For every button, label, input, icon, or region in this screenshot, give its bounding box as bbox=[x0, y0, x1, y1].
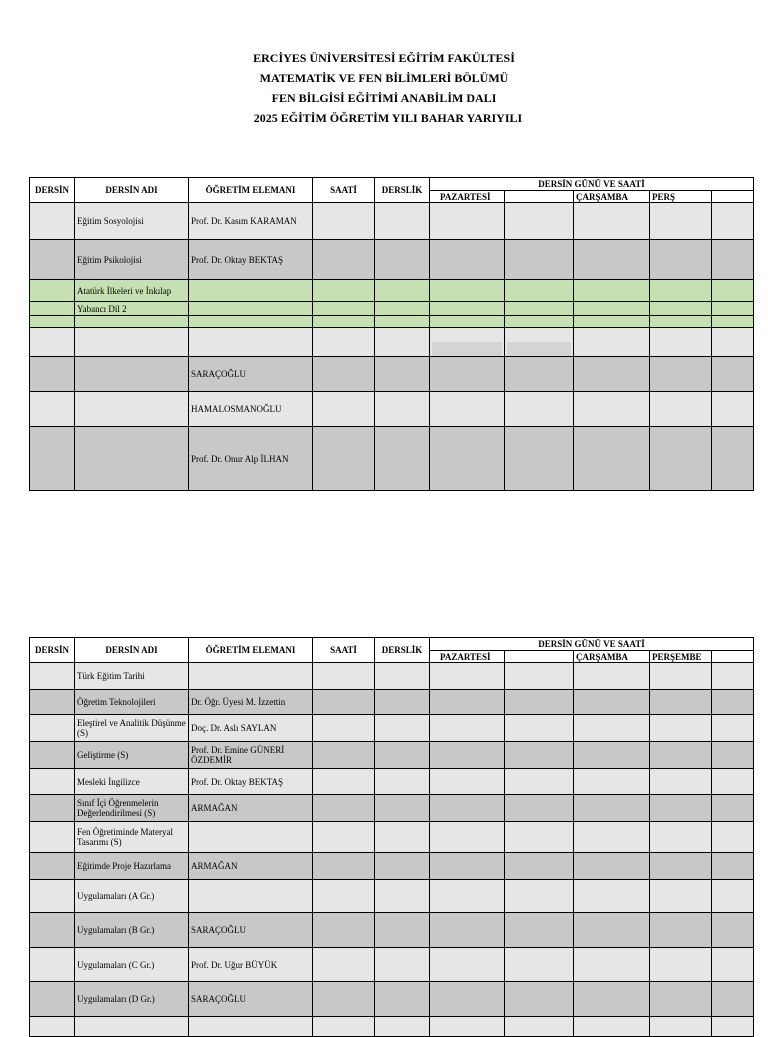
header-derslik: DERSLİK bbox=[375, 638, 430, 663]
schedule-table-2 bbox=[29, 637, 754, 1037]
header-dersin-adi: DERSİN ADI bbox=[75, 638, 189, 663]
table-row bbox=[30, 853, 754, 880]
instructor-name: HAMALOSMANOĞLU bbox=[189, 392, 313, 427]
table-row bbox=[30, 1017, 754, 1037]
table-row bbox=[30, 769, 754, 795]
course-name: Uygulamaları (D Gr.) bbox=[75, 982, 189, 1017]
course-name: Öğretim Teknolojileri bbox=[75, 690, 189, 715]
course-name: Sınıf İçi Öğrenmelerin Değerlendirilmesi (S) bbox=[75, 795, 189, 822]
table-row bbox=[30, 240, 754, 280]
table-row bbox=[30, 203, 754, 240]
table-row bbox=[30, 328, 754, 357]
table-row bbox=[30, 742, 754, 769]
table-row bbox=[30, 913, 754, 948]
header-derslik: DERSLİK bbox=[375, 178, 430, 203]
instructor-name bbox=[189, 328, 313, 357]
semester-title: 2025 EĞİTİM ÖĞRETİM YILI BAHAR YARIYILI bbox=[253, 111, 523, 125]
instructor-name: Prof. Dr. Oktay BEKTAŞ bbox=[189, 769, 313, 795]
header-persembe: PERŞ bbox=[650, 191, 712, 203]
course-name bbox=[75, 357, 189, 392]
instructor-name bbox=[189, 663, 313, 690]
instructor-name: SARAÇOĞLU bbox=[189, 357, 313, 392]
header-gun-saat: DERSİN GÜNÜ VE SAATİ bbox=[430, 638, 754, 651]
instructor-name: SARAÇOĞLU bbox=[189, 913, 313, 948]
course-name: Eğitimde Proje Hazırlama bbox=[75, 853, 189, 880]
division-title: FEN BİLGİSİ EĞİTİMİ ANABİLİM DALI bbox=[271, 91, 497, 105]
header-carsamba: ÇARŞAMBA bbox=[574, 191, 650, 203]
university-title: ERCİYES ÜNİVERSİTESİ EĞİTİM FAKÜLTESİ bbox=[253, 51, 515, 65]
instructor-name: Prof. Dr. Onur Alp İLHAN bbox=[189, 427, 313, 491]
course-name: Uygulamaları (C Gr.) bbox=[75, 948, 189, 982]
instructor-name: SARAÇOĞLU bbox=[189, 982, 313, 1017]
course-name bbox=[75, 392, 189, 427]
course-name: Fen Öğretiminde Materyal Tasarımı (S) bbox=[75, 822, 189, 853]
course-name: Uygulamaları (B Gr.) bbox=[75, 913, 189, 948]
header-ogretim-elemani: ÖĞRETİM ELEMANI bbox=[189, 178, 313, 203]
table-row bbox=[30, 880, 754, 913]
course-name: Eğitim Sosyolojisi bbox=[75, 203, 189, 240]
course-name: Türk Eğitim Tarihi bbox=[75, 663, 189, 690]
course-name: Eleştirel ve Analitik Düşünme (S) bbox=[75, 715, 189, 742]
course-name: Mesleki İngilizce bbox=[75, 769, 189, 795]
table-row bbox=[30, 316, 754, 328]
table-row bbox=[30, 663, 754, 690]
table-row bbox=[30, 795, 754, 822]
instructor-name: ARMAĞAN bbox=[189, 853, 313, 880]
instructor-name bbox=[189, 302, 313, 316]
table-row bbox=[30, 948, 754, 982]
table-row bbox=[30, 280, 754, 302]
header-saati: SAATİ bbox=[313, 178, 375, 203]
header-gun-saat: DERSİN GÜNÜ VE SAATİ bbox=[430, 178, 754, 191]
instructor-name: Prof. Dr. Oktay BEKTAŞ bbox=[189, 240, 313, 280]
course-name: Uygulamaları (A Gr.) bbox=[75, 880, 189, 913]
course-name bbox=[75, 427, 189, 491]
header-dersin: DERSİN bbox=[30, 638, 75, 663]
table-row bbox=[30, 427, 754, 491]
table-row bbox=[30, 982, 754, 1017]
course-name bbox=[75, 1017, 189, 1037]
schedule-table-1 bbox=[29, 177, 754, 491]
header-pazartesi: PAZARTESİ bbox=[430, 651, 505, 663]
table-row bbox=[30, 357, 754, 392]
department-title: MATEMATİK VE FEN BİLİMLERİ BÖLÜMÜ bbox=[259, 71, 509, 85]
course-name: Atatürk İlkeleri ve İnkılap bbox=[75, 280, 189, 302]
header-sali bbox=[505, 191, 574, 203]
instructor-name bbox=[189, 880, 313, 913]
header-pazartesi: PAZARTESİ bbox=[430, 191, 505, 203]
header-dersin: DERSİN bbox=[30, 178, 75, 203]
header-saati: SAATİ bbox=[313, 638, 375, 663]
table-row bbox=[30, 822, 754, 853]
course-name: Yabancı Dil 2 bbox=[75, 302, 189, 316]
header-ogretim-elemani: ÖĞRETİM ELEMANI bbox=[189, 638, 313, 663]
header-cuma bbox=[712, 191, 754, 203]
instructor-name: Doç. Dr. Aslı SAYLAN bbox=[189, 715, 313, 742]
instructor-name: Prof. Dr. Emine GÜNERİ ÖZDEMİR bbox=[189, 742, 313, 769]
table-row bbox=[30, 715, 754, 742]
course-name bbox=[75, 328, 189, 357]
instructor-name: Prof. Dr. Uğur BÜYÜK bbox=[189, 948, 313, 982]
instructor-name: ARMAĞAN bbox=[189, 795, 313, 822]
table-row bbox=[30, 690, 754, 715]
header-persembe: PERŞEMBE bbox=[650, 651, 712, 663]
table-row bbox=[30, 392, 754, 427]
instructor-name bbox=[189, 822, 313, 853]
instructor-name bbox=[189, 280, 313, 302]
header-dersin-adi: DERSİN ADI bbox=[75, 178, 189, 203]
header-carsamba: ÇARŞAMBA bbox=[574, 651, 650, 663]
table-row bbox=[30, 302, 754, 316]
header-cuma bbox=[712, 651, 754, 663]
instructor-name: Dr. Öğr. Üyesi M. İzzettin bbox=[189, 690, 313, 715]
instructor-name: Prof. Dr. Kasım KARAMAN bbox=[189, 203, 313, 240]
document-header bbox=[0, 48, 768, 128]
header-sali bbox=[505, 651, 574, 663]
course-name: Geliştirme (S) bbox=[75, 742, 189, 769]
course-name: Eğitim Psikolojisi bbox=[75, 240, 189, 280]
instructor-name bbox=[189, 1017, 313, 1037]
